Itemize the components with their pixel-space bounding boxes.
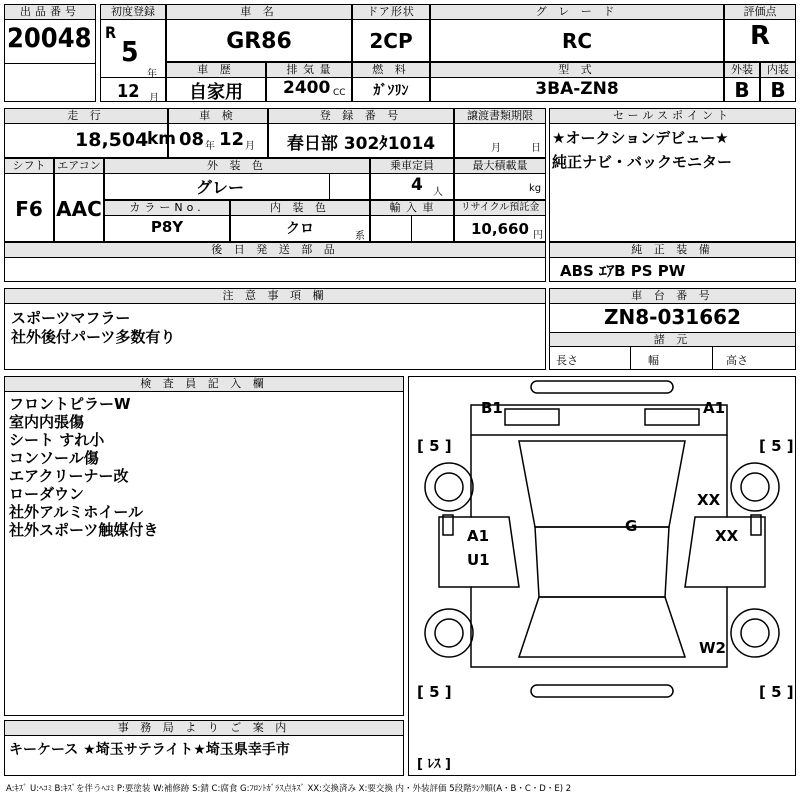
model-value: 3BA-ZN8 <box>535 79 619 99</box>
lot-label: 出品番号 <box>5 5 95 20</box>
inspector-line: ローダウン <box>9 485 85 503</box>
inspector-box <box>4 376 404 716</box>
ac-label: エアコン <box>55 159 103 174</box>
capacity-unit: 人 <box>433 187 443 198</box>
mileage-unit: km <box>147 129 177 149</box>
fuel-box <box>352 62 430 102</box>
later-parts-box <box>4 242 546 282</box>
ext-color-label: 外 装 色 <box>105 159 369 174</box>
shift-label: シフト <box>5 159 53 174</box>
model-label: 型 式 <box>431 63 723 78</box>
exterior-box <box>724 62 760 102</box>
car-name-value: GR86 <box>226 29 292 54</box>
color-no-box <box>104 200 230 242</box>
color-no-value: P8Y <box>150 218 184 236</box>
first-reg-label: 初度登録 <box>101 5 165 20</box>
notes-line: スポーツマフラー <box>11 309 131 327</box>
spare-tire-label: [ ﾚｽ ] <box>417 757 451 772</box>
recycle-unit: 円 <box>533 230 543 241</box>
tire-rl-label: [ 5 ] <box>417 683 452 701</box>
transfer-month-unit: 月 <box>491 143 501 154</box>
inspection-box <box>168 108 268 158</box>
mileage-box <box>4 108 177 158</box>
damage-mark: A1 <box>467 527 490 545</box>
damage-mark: XX <box>697 491 721 509</box>
car-name-box <box>166 4 352 62</box>
import-label: 輸 入 車 <box>371 201 453 216</box>
interior-value: B <box>770 78 786 102</box>
inspector-line: 社外スポーツ触媒付き <box>9 521 159 539</box>
capacity-box <box>370 158 454 200</box>
max-load-unit: kg <box>529 183 542 194</box>
shift-box <box>4 158 54 242</box>
int-color-value: クロ <box>286 221 314 237</box>
inspection-year: 08 <box>179 129 205 150</box>
capacity-value: 4 <box>411 175 423 195</box>
interior-label: 内装 <box>761 63 795 78</box>
specs-width: 幅 <box>648 354 659 367</box>
notes-line: 社外後付パーツ多数有り <box>11 328 176 346</box>
roof-outline <box>535 527 669 597</box>
fuel-label: 燃 料 <box>353 63 429 78</box>
history-value: 自家用 <box>189 82 243 103</box>
chassis-box <box>549 288 796 370</box>
inspector-line: 室内内張傷 <box>9 413 85 431</box>
transfer-box <box>454 108 546 158</box>
rear-window-outline <box>519 597 685 657</box>
office-box <box>4 720 404 776</box>
plate-value: 春日部 302ﾀ1014 <box>286 134 436 154</box>
transfer-label: 譲渡書類期限 <box>455 109 545 124</box>
displacement-unit: CC <box>333 88 346 98</box>
first-reg-year-unit: 年 <box>147 69 157 80</box>
first-reg-era: R <box>105 23 117 42</box>
grade-value: RC <box>561 29 593 53</box>
fuel-value: ｶﾞｿﾘﾝ <box>373 83 409 99</box>
import-divider <box>411 216 412 242</box>
max-load-box <box>454 158 546 200</box>
mileage-value: 18,504 <box>75 129 149 151</box>
int-color-box <box>230 200 370 242</box>
int-color-label: 内 装 色 <box>231 201 369 216</box>
plate-label: 登 録 番 号 <box>269 109 453 124</box>
inspection-year-unit: 年 <box>205 141 215 152</box>
recycle-value: 10,660 <box>471 220 529 238</box>
headlight-outline <box>505 409 699 425</box>
first-reg-month-unit: 月 <box>149 93 159 104</box>
wheel-rl <box>425 609 473 657</box>
shift-value: F6 <box>15 197 43 221</box>
max-load-label: 最大積載量 <box>455 159 545 174</box>
interior-box <box>760 62 796 102</box>
sales-point-label: セールスポイント <box>550 109 795 124</box>
wheel-fl-hub <box>435 473 463 501</box>
chassis-value: ZN8-031662 <box>604 305 741 329</box>
damage-mark: XX <box>715 527 739 545</box>
plate-box <box>268 108 454 158</box>
ext-color-box <box>104 158 370 200</box>
car-diagram-box <box>408 376 796 776</box>
inspector-label: 検 査 員 記 入 欄 <box>5 377 403 392</box>
later-parts-label: 後 日 発 送 部 品 <box>5 243 545 258</box>
damage-mark: B1 <box>481 399 503 417</box>
lot-number: 20048 <box>7 23 92 54</box>
office-label: 事 務 局 よ り ご 案 内 <box>5 721 403 736</box>
specs-height: 高さ <box>726 354 748 367</box>
inspection-month-unit: 月 <box>245 141 255 152</box>
sales-point-line: ★オークションデビュー★ <box>552 129 729 147</box>
int-color-unit: 系 <box>355 231 365 242</box>
inspector-line: 社外アルミホイール <box>9 503 144 521</box>
first-reg-box <box>100 4 166 102</box>
ext-color-value: グレー <box>195 178 244 197</box>
inspection-label: 車 検 <box>169 109 267 124</box>
tire-fl-label: [ 5 ] <box>417 437 452 455</box>
wheel-rr-hub <box>741 619 769 647</box>
damage-mark: W2 <box>699 639 726 657</box>
grade-box <box>430 4 724 62</box>
ac-value: AAC <box>56 197 102 221</box>
import-box <box>370 200 454 242</box>
recycle-box <box>454 200 546 242</box>
door-value: 2CP <box>369 29 413 53</box>
grade-label: グ レ ー ド <box>431 5 723 20</box>
displacement-box <box>266 62 352 102</box>
damage-mark: U1 <box>467 551 490 569</box>
equipment-box <box>549 242 796 282</box>
exterior-value: B <box>734 78 750 102</box>
history-label: 車 歴 <box>167 63 265 78</box>
equipment-value: ABS ｴｱB PS PW <box>560 262 686 280</box>
score-label: 評価点 <box>725 5 795 20</box>
capacity-label: 乗車定員 <box>371 159 453 174</box>
specs-divider <box>712 347 713 369</box>
car-diagram <box>409 377 795 775</box>
wheel-fr-hub <box>741 473 769 501</box>
notes-box <box>4 288 546 370</box>
score-box <box>724 4 796 62</box>
first-reg-divider <box>101 77 165 78</box>
sales-point-line: 純正ナビ・バックモニター <box>552 153 733 171</box>
rear-bumper-outline <box>531 685 673 697</box>
notes-label: 注 意 事 項 欄 <box>5 289 545 304</box>
first-reg-month: 12 <box>117 81 140 102</box>
mirror-left <box>443 515 453 535</box>
specs-length: 長さ <box>556 354 578 367</box>
wheel-rl-hub <box>435 619 463 647</box>
lot-box <box>4 4 96 102</box>
wheel-fl <box>425 463 473 511</box>
door-box <box>352 4 430 62</box>
displacement-label: 排 気 量 <box>267 63 351 78</box>
tire-fr-label: [ 5 ] <box>759 437 794 455</box>
lot-divider <box>5 63 95 64</box>
inspector-line: コンソール傷 <box>9 449 99 467</box>
inspector-line: シート すれ小 <box>9 431 105 449</box>
ext-color-divider <box>329 174 330 200</box>
wheel-rr <box>731 609 779 657</box>
inspector-line: エアクリーナー改 <box>9 467 129 485</box>
model-box <box>430 62 724 102</box>
front-bumper-outline <box>531 381 673 393</box>
transfer-day-unit: 日 <box>531 143 541 154</box>
sales-point-box <box>549 108 796 242</box>
legend-text: A:ｷｽﾞ U:ﾍｺﾐ B:ｷｽﾞを伴うﾍｺﾐ P:要塗装 W:補修跡 S:錆 C:腐食 G:ﾌﾛﾝﾄｶﾞﾗｽ点ｷｽﾞ XX:交換済み X:要交換 内・外装評価 5段階ﾗﾝｸ順(A・B・C・D・E) 2 <box>6 784 572 794</box>
wheel-fr <box>731 463 779 511</box>
first-reg-year: 5 <box>121 35 139 68</box>
mileage-label: 走 行 <box>5 109 167 124</box>
damage-mark: G <box>625 517 638 535</box>
exterior-label: 外装 <box>725 63 759 78</box>
specs-divider <box>630 347 631 369</box>
specs-label: 諸 元 <box>550 332 795 347</box>
color-no-label: カラーNo. <box>105 201 229 216</box>
chassis-label: 車 台 番 号 <box>550 289 795 304</box>
car-name-label: 車 名 <box>167 5 351 20</box>
displacement-value: 2400 <box>283 78 331 98</box>
inspector-line: フロントピラーW <box>9 395 131 413</box>
mirror-right <box>751 515 761 535</box>
ac-box <box>54 158 104 242</box>
damage-mark: A1 <box>703 399 726 417</box>
score-value: R <box>749 21 771 51</box>
door-label: ドア形状 <box>353 5 429 20</box>
history-box <box>166 62 266 102</box>
recycle-label: リサイクル預託金 <box>455 201 545 216</box>
windshield-outline <box>519 441 685 527</box>
equipment-label: 純 正 装 備 <box>550 243 795 258</box>
tire-rr-label: [ 5 ] <box>759 683 794 701</box>
office-value: キーケース ★埼玉サテライト★埼玉県幸手市 <box>9 742 290 758</box>
inspection-month: 12 <box>219 129 245 150</box>
